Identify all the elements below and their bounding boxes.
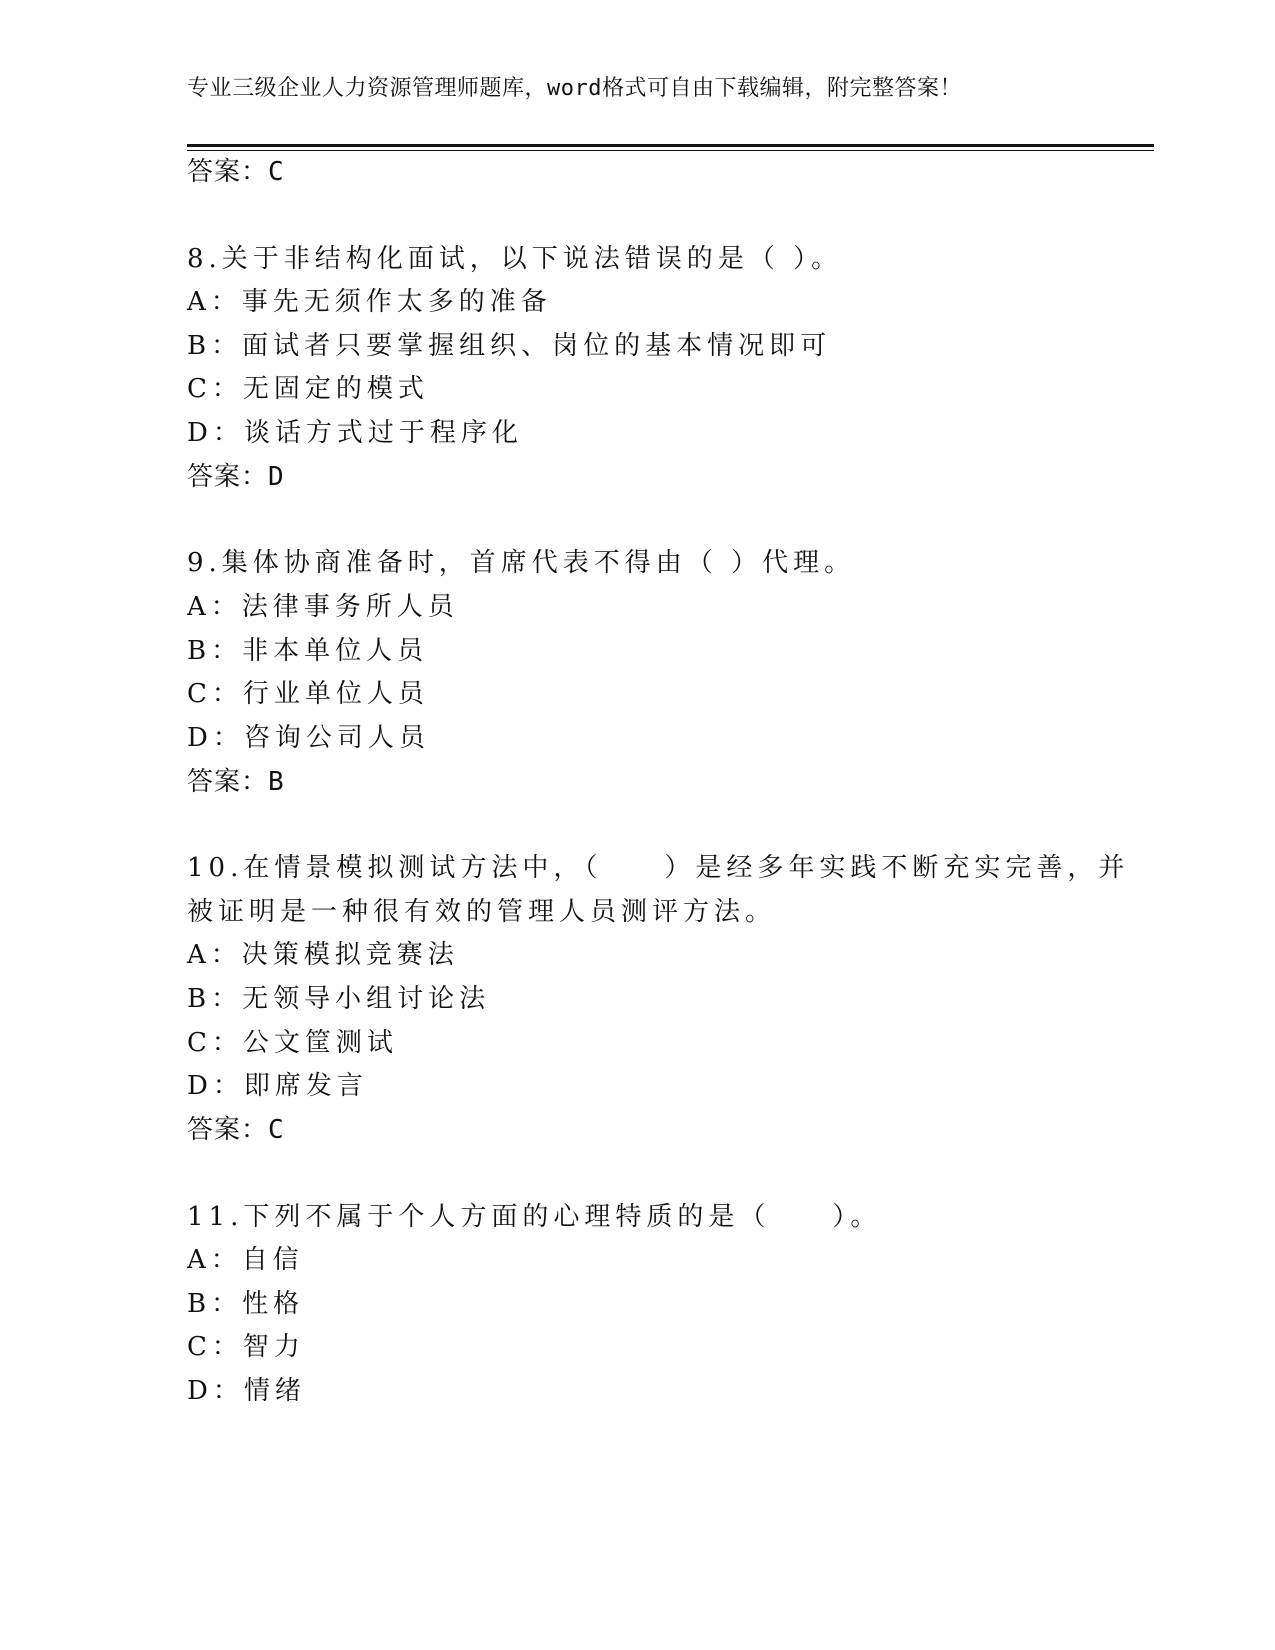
answer-q7: 答案：C (187, 157, 285, 187)
header-divider (187, 144, 1154, 147)
question-11-option-a: A：自信 (187, 1245, 304, 1275)
question-10-stem-line-2: 被证明是一种很有效的管理人员测评方法。 (187, 897, 777, 927)
question-10-option-a: A：决策模拟竞赛法 (187, 940, 459, 970)
question-9-answer: 答案：B (187, 767, 285, 797)
question-10-option-d: D：即席发言 (187, 1071, 368, 1101)
question-8-answer: 答案：D (187, 462, 285, 492)
question-8-stem: 8.关于非结构化面试，以下说法错误的是（ ）。 (187, 244, 843, 274)
question-9-option-c: C：行业单位人员 (187, 679, 429, 709)
question-11-option-b: B：性格 (187, 1289, 305, 1319)
question-8-option-c: C：无固定的模式 (187, 374, 429, 404)
question-11-option-c: C：智力 (187, 1332, 305, 1362)
question-10-answer: 答案：C (187, 1115, 285, 1145)
question-9-option-b: B：非本单位人员 (187, 636, 429, 666)
question-8-option-d: D：谈话方式过于程序化 (187, 418, 523, 448)
question-10-option-c: C：公文筐测试 (187, 1028, 398, 1058)
question-9-option-d: D：咨询公司人员 (187, 723, 430, 753)
question-11-stem: 11.下列不属于个人方面的心理特质的是（ ）。 (187, 1202, 882, 1232)
question-9-stem: 9.集体协商准备时，首席代表不得由（ ）代理。 (187, 548, 856, 578)
question-8-option-a: A：事先无须作太多的准备 (187, 287, 552, 317)
page-header: 专业三级企业人力资源管理师题库，word格式可自由下载编辑，附完整答案！ (187, 76, 962, 101)
question-10-option-b: B：无领导小组讨论法 (187, 984, 491, 1014)
question-9-option-a: A：法律事务所人员 (187, 592, 459, 622)
question-8-option-b: B：面试者只要掌握组织、岗位的基本情况即可 (187, 331, 832, 361)
header-divider-thin (187, 150, 1154, 151)
question-10-stem-line-1: 10.在情景模拟测试方法中，（ ）是经多年实践不断充实完善，并 (187, 853, 1130, 883)
question-11-option-d: D：情绪 (187, 1376, 306, 1406)
